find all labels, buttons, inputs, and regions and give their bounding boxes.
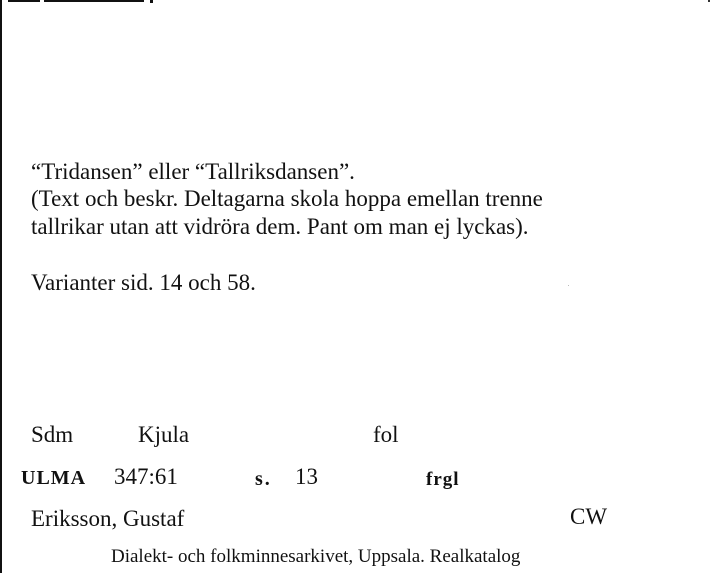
- institution-footer: Dialekt- och folkminnesarkivet, Uppsala. Realkatalog: [111, 546, 521, 567]
- description-line: (Text och beskr. Deltagarna skola hoppa emellan trenne: [31, 186, 543, 211]
- record-id: 347:61: [114, 464, 178, 489]
- format-code: fol: [373, 422, 399, 447]
- region-code: Sdm: [31, 422, 74, 447]
- top-edge-marks: [4, 0, 154, 3]
- variants-note: Varianter sid. 14 och 58.: [31, 270, 256, 295]
- top-edge-mark: [150, 0, 153, 3]
- card-left-border: [0, 0, 2, 573]
- card-title: “Tridansen” eller “Tallriksdansen”.: [31, 159, 355, 184]
- page-number: 13: [295, 464, 318, 489]
- paper-speck: [568, 285, 569, 286]
- archive-code: ULMA: [21, 467, 87, 489]
- top-edge-mark: [44, 0, 144, 2]
- page-label: s.: [255, 468, 272, 490]
- category-code: frgl: [426, 469, 460, 490]
- description-line: tallrikar utan att vidröra dem. Pant om man ej lyckas).: [31, 214, 529, 239]
- recorder-initials: CW: [570, 504, 608, 529]
- informant-name: Eriksson, Gustaf: [31, 506, 185, 531]
- top-edge-mark: [8, 0, 40, 2]
- parish-name: Kjula: [138, 422, 190, 447]
